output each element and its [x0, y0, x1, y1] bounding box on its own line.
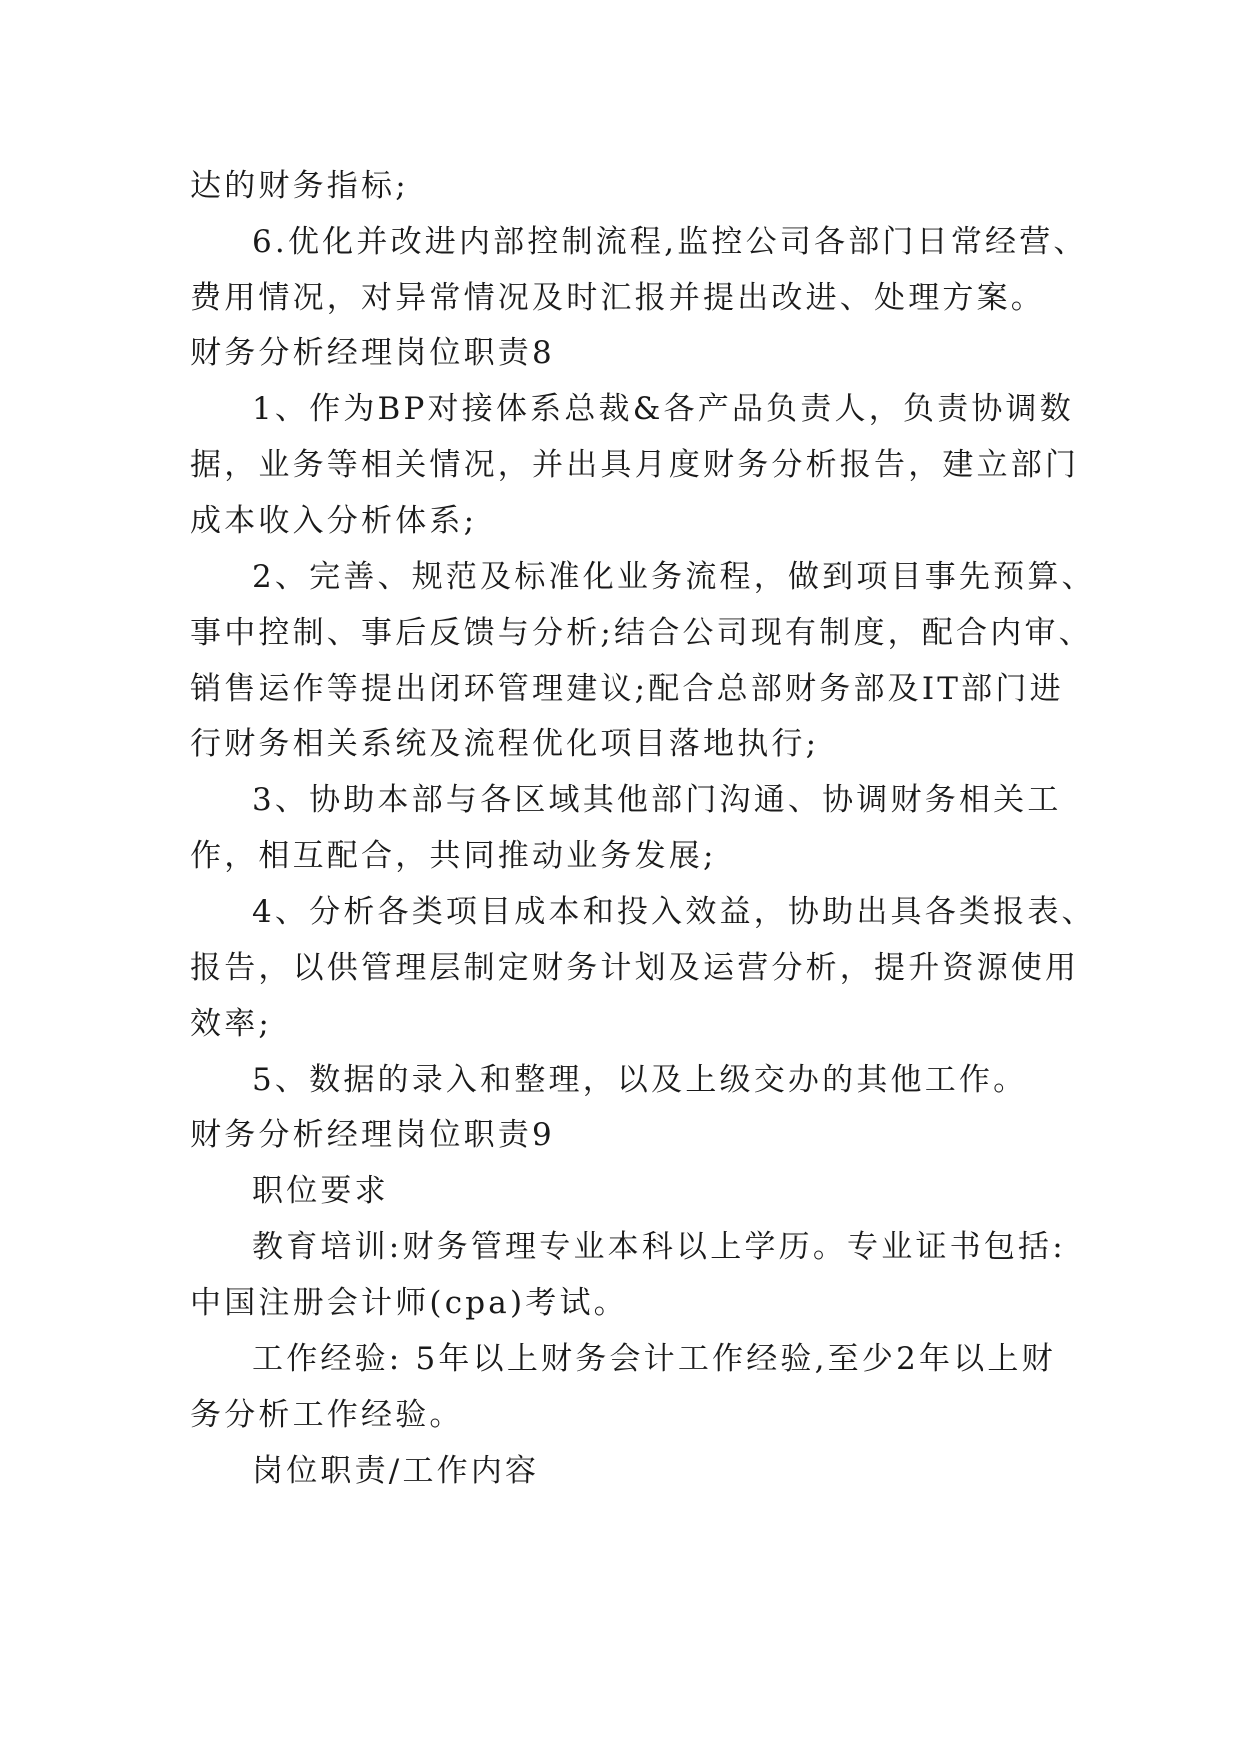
text-line: 2、完善、规范及标准化业务流程，做到项目事先预算、: [252, 559, 1096, 595]
text-line: 中国注册会计师(cpa)考试。: [190, 1285, 628, 1321]
text-line: 费用情况，对异常情况及时汇报并提出改进、处理方案。: [190, 280, 1045, 316]
text-line: 1、作为BP对接体系总裁&各产品负责人，负责协调数: [252, 391, 1074, 427]
text-line: 成本收入分析体系;: [190, 503, 478, 539]
text-line: 工作经验: 5年以上财务会计工作经验,至少2年以上财: [252, 1341, 1056, 1377]
text-line: 据，业务等相关情况，并出具月度财务分析报告，建立部门: [190, 447, 1080, 483]
text-line: 3、协助本部与各区域其他部门沟通、协调财务相关工: [252, 782, 1062, 818]
text-line: 行财务相关系统及流程优化项目落地执行;: [190, 726, 820, 762]
text-line: 务分析工作经验。: [190, 1397, 464, 1433]
text-line: 作，相互配合，共同推动业务发展;: [190, 838, 717, 874]
section-heading: 财务分析经理岗位职责8: [190, 335, 555, 371]
text-line: 6.优化并改进内部控制流程,监控公司各部门日常经营、: [252, 224, 1088, 260]
text-line: 达的财务指标;: [190, 168, 409, 204]
text-line: 教育培训:财务管理专业本科以上学历。专业证书包括:: [252, 1229, 1066, 1265]
text-line: 销售运作等提出闭环管理建议;配合总部财务部及IT部门进: [190, 671, 1064, 707]
text-line: 职位要求: [252, 1173, 389, 1209]
text-line: 效率;: [190, 1006, 273, 1042]
section-heading: 财务分析经理岗位职责9: [190, 1117, 555, 1153]
text-line: 5、数据的录入和整理，以及上级交办的其他工作。: [252, 1062, 1028, 1098]
text-line: 报告，以供管理层制定财务计划及运营分析，提升资源使用: [190, 950, 1080, 986]
text-line: 4、分析各类项目成本和投入效益，协助出具各类报表、: [252, 894, 1096, 930]
text-line: 岗位职责/工作内容: [252, 1453, 540, 1489]
text-line: 事中控制、事后反馈与分析;结合公司现有制度，配合内审、: [190, 615, 1093, 651]
